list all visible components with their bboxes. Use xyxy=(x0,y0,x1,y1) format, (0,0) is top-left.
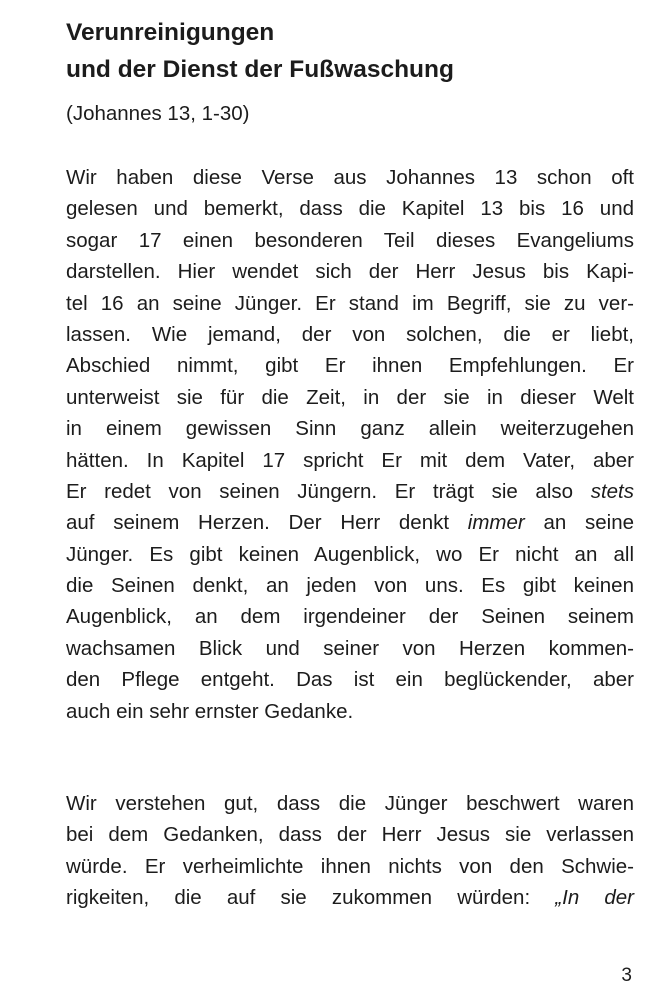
text-line: würde. Er verheimlichte ihnen nichts von den Schwie- xyxy=(66,854,634,878)
scripture-reference: (Johannes 13, 1-30) xyxy=(66,102,250,125)
text-line: die Seinen denkt, an jeden von uns. Es gibt keinen xyxy=(66,574,634,598)
text-line: auf seinem Herzen. Der Herr denkt immer an seine xyxy=(66,511,635,535)
text-line: lassen. Wie jemand, der von solchen, die er liebt, xyxy=(66,322,634,346)
emphasis-text: „In der xyxy=(555,886,634,910)
text-line: Abschied nimmt, gibt Er ihnen Empfehlungen. Er xyxy=(66,354,634,378)
text-line: in einem gewissen Sinn ganz allein weiterzugehen xyxy=(66,417,634,441)
text-line: darstellen. Hier wendet sich der Herr Jesus bis Kapi- xyxy=(66,260,634,284)
text-line: wachsamen Blick und seiner von Herzen kommen- xyxy=(66,636,634,660)
text-line: den Pflege entgeht. Das ist ein beglückender, aber xyxy=(66,668,634,692)
text-line: rigkeiten, die auf sie zukommen würden: „In der xyxy=(66,886,634,910)
text-line: gelesen und bemerkt, dass die Kapitel 13 bis 16 und xyxy=(66,197,634,221)
text-line: bei dem Gedanken, dass der Herr Jesus sie verlassen xyxy=(66,823,634,847)
body-paragraph-1 xyxy=(66,162,634,727)
text-line: Wir verstehen gut, dass die Jünger beschwert waren xyxy=(66,792,634,815)
body-paragraph-2 xyxy=(66,788,634,914)
page-number: 3 xyxy=(621,965,632,986)
text-line: tel 16 an seine Jünger. Er stand im Begriff, sie zu ver- xyxy=(66,291,634,315)
text-line: hätten. In Kapitel 17 spricht Er mit dem Vater, aber xyxy=(66,448,634,472)
text-line: Er redet von seinen Jüngern. Er trägt sie also stets xyxy=(66,479,634,503)
text-line: Augenblick, an dem irgendeiner der Seinen seinem xyxy=(66,605,634,629)
chapter-title-line-2: und der Dienst der Fußwaschung xyxy=(66,56,454,83)
text-line: Jünger. Es gibt keinen Augenblick, wo Er nicht an all xyxy=(66,542,634,566)
emphasis-text: immer xyxy=(467,511,525,535)
chapter-title xyxy=(66,14,626,88)
text-line: unterweist sie für die Zeit, in der sie in dieser Welt xyxy=(66,385,634,409)
emphasis-text: stets xyxy=(590,479,634,503)
text-line: auch ein sehr ernster Gedanke. xyxy=(66,699,354,723)
chapter-title-line-1: Verunreinigungen xyxy=(66,19,275,46)
text-line: Wir haben diese Verse aus Johannes 13 schon oft xyxy=(66,166,634,189)
text-line: sogar 17 einen besonderen Teil dieses Evangeliums xyxy=(66,228,634,252)
